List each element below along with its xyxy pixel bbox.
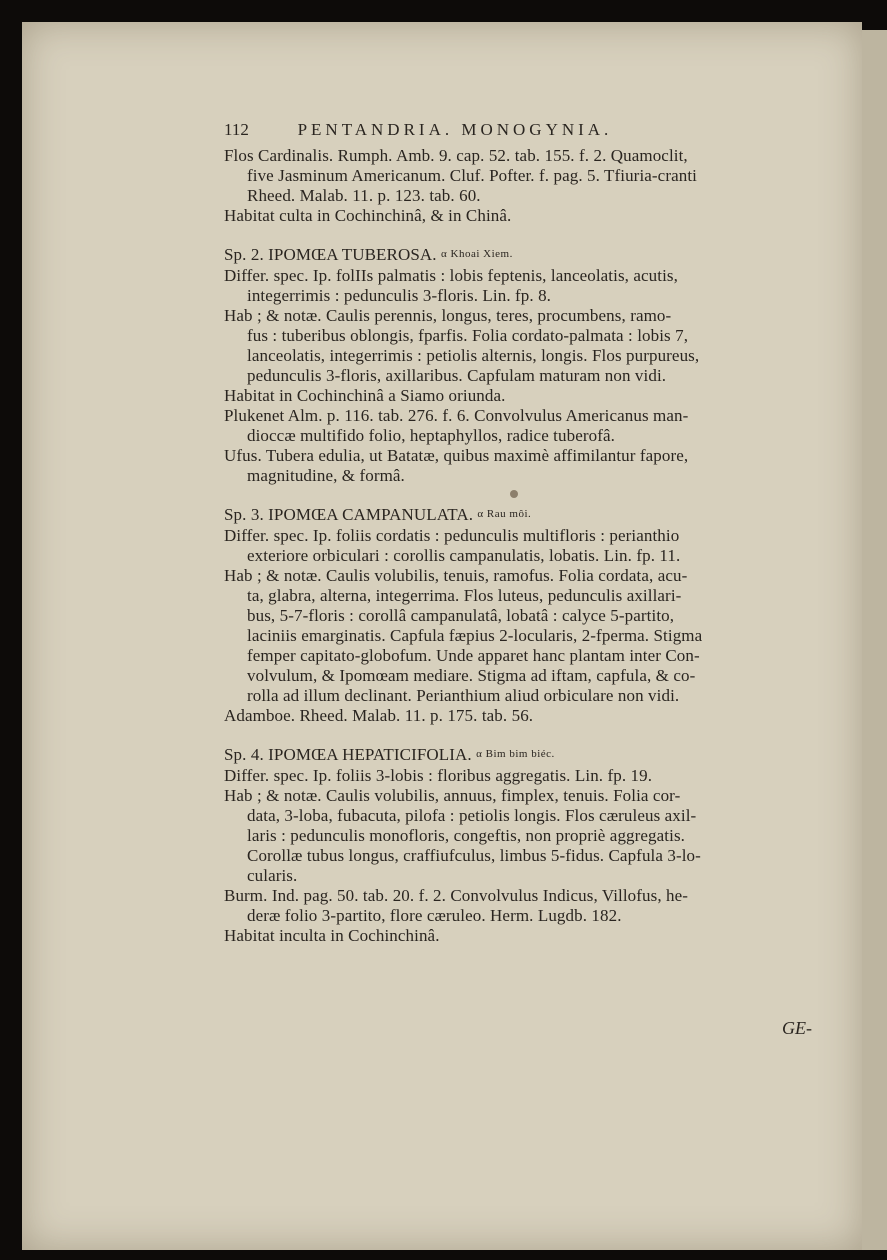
text-line: Burm. Ind. pag. 50. tab. 20. f. 2. Convolvulus Indicus, Villofus, he- — [224, 886, 689, 905]
text-line: laciniis emarginatis. Capfula fæpius 2-locularis, 2-fperma. Stigma — [247, 626, 703, 645]
text-line: cularis. — [247, 866, 298, 885]
vernacular-name: α Khoai Xiem. — [441, 248, 513, 260]
text-line: bus, 5-7-floris : corollâ campanulatâ, lobatâ : calyce 5-partito, — [247, 606, 675, 625]
running-header — [224, 120, 612, 140]
species-name: Sp. 4. IPOMŒA HEPATICIFOLIA. — [224, 745, 477, 764]
text-line: exteriore orbiculari : corollis campanulatis, lobatis. Lin. fp. 11. — [247, 546, 681, 565]
text-line: Adamboe. Rheed. Malab. 11. p. 175. tab. 56. — [224, 706, 534, 725]
book-page — [22, 22, 862, 1250]
text-line: Differ. spec. Ip. folIIs palmatis : lobis feptenis, lanceolatis, acutis, — [224, 266, 678, 285]
text-line: Rheed. Malab. 11. p. 123. tab. 60. — [247, 186, 481, 205]
text-line: Hab ; & notæ. Caulis perennis, longus, teres, procumbens, ramo- — [224, 306, 672, 325]
species-heading — [224, 504, 531, 525]
page-text — [22, 22, 862, 1250]
text-line: deræ folio 3-partito, flore cæruleo. Herm. Lugdb. 182. — [247, 906, 622, 925]
text-line: Habitat in Cochinchinâ a Siamo oriunda. — [224, 386, 506, 405]
catchword: GE- — [782, 1018, 812, 1038]
species-heading — [224, 244, 513, 265]
text-line: Differ. spec. Ip. foliis 3-lobis : floribus aggregatis. Lin. fp. 19. — [224, 766, 653, 785]
text-line: pedunculis 3-floris, axillaribus. Capfulam maturam non vidi. — [247, 366, 667, 385]
text-line: laris : pedunculis monofloris, congeftis, non propriè aggregatis. — [247, 826, 686, 845]
species-name: Sp. 2. IPOMŒA TUBEROSA. — [224, 245, 441, 264]
running-title: PENTANDRIA. MONOGYNIA. — [297, 120, 613, 139]
text-line: lanceolatis, integerrimis : petiolis alternis, longis. Flos purpureus, — [247, 346, 700, 365]
text-line: integerrimis : pedunculis 3-floris. Lin. fp. 8. — [247, 286, 552, 305]
text-line: Differ. spec. Ip. foliis cordatis : pedunculis multifloris : perianthio — [224, 526, 680, 545]
text-line: Habitat culta in Cochinchinâ, & in Chinâ. — [224, 206, 512, 225]
text-line: volvulum, & Ipomœam mediare. Stigma ad iftam, capfula, & co- — [247, 666, 696, 685]
text-line: ta, glabra, alterna, integerrima. Flos luteus, pedunculis axillari- — [247, 586, 682, 605]
vernacular-name: α Bim bim biéc. — [476, 748, 555, 760]
text-line: magnitudine, & formâ. — [247, 466, 405, 485]
text-line: Corollæ tubus longus, craffiufculus, limbus 5-fidus. Capfula 3-lo- — [247, 846, 701, 865]
text-line: Ufus. Tubera edulia, ut Batatæ, quibus maximè affimilantur fapore, — [224, 446, 689, 465]
species-name: Sp. 3. IPOMŒA CAMPANULATA. — [224, 505, 478, 524]
species-heading — [224, 744, 555, 765]
text-line: Plukenet Alm. p. 116. tab. 276. f. 6. Convolvulus Americanus man- — [224, 406, 689, 425]
text-line: fus : tuberibus oblongis, fparfis. Folia cordato-palmata : lobis 7, — [247, 326, 689, 345]
page-number: 112 — [224, 120, 249, 139]
text-line: femper capitato-globofum. Unde apparet hanc plantam inter Con- — [247, 646, 700, 665]
text-line: data, 3-loba, fubacuta, pilofa : petiolis longis. Flos cæruleus axil- — [247, 806, 697, 825]
vernacular-name: α Rau môi. — [477, 508, 532, 520]
text-line: Hab ; & notæ. Caulis volubilis, tenuis, ramofus. Folia cordata, acu- — [224, 566, 688, 585]
text-line: rolla ad illum declinant. Perianthium aliud orbiculare non vidi. — [247, 686, 680, 705]
text-line: five Jasminum Americanum. Cluf. Pofter. f. pag. 5. Tfiuria-cranti — [247, 166, 697, 185]
text-line: dioccæ multifido folio, heptaphyllos, radice tuberofâ. — [247, 426, 615, 445]
text-line: Habitat inculta in Cochinchinâ. — [224, 926, 440, 945]
text-line: Flos Cardinalis. Rumph. Amb. 9. cap. 52. tab. 155. f. 2. Quamoclit, — [224, 146, 688, 165]
next-page-edge — [862, 30, 887, 1250]
text-line: Hab ; & notæ. Caulis volubilis, annuus, fimplex, tenuis. Folia cor- — [224, 786, 681, 805]
